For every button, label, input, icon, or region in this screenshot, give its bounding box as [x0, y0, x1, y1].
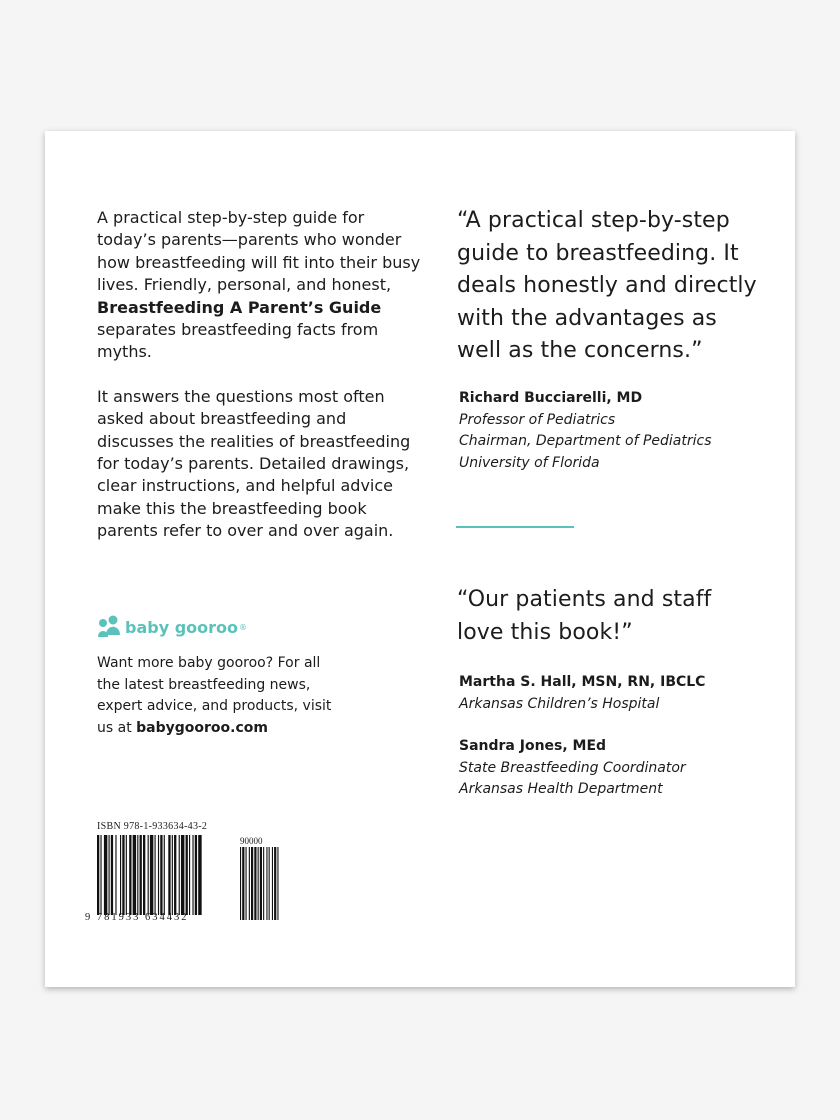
price-code: 90000 — [240, 836, 263, 846]
barcode — [85, 821, 297, 931]
brand-name: baby gooroo — [125, 617, 239, 637]
attribution-affiliation: University of Florida — [459, 454, 600, 471]
attribution-title: State Breastfeeding Coordinator — [459, 759, 686, 776]
promo-text: Want more baby gooroo? For all the latest breastfeeding news, expert advice, and products, visit us at babygooroo.com — [97, 655, 332, 736]
attribution-name: Sandra Jones, MEd — [459, 738, 607, 754]
website-link: babygooroo.com — [136, 719, 268, 736]
baby-gooroo-logo-icon — [97, 615, 121, 639]
attribution-title: Chairman, Department of Pediatrics — [459, 433, 712, 449]
description-paragraph-2: It answers the questions most often asked about breastfeeding and discusses the realities of breastfeeding for today’s parents. Detailed drawings, clear instructions, and helpful advice make this the breastfeeding book parents refer to over and over again. — [97, 386, 411, 541]
description-paragraph-1: A practical step-by-step guide for today’s parents—parents who wonder how breastfeeding will fit into their busy lives. Friendly, personal, and honest, Breastfeeding A Parent’s Guide separates breastfeeding facts from myths. — [97, 208, 421, 362]
attribution-3 — [459, 736, 686, 801]
testimonial-quote-1: “A practical step-by-step guide to breastfeeding. It deals honestly and directly with the advantages as well as the concerns.” — [457, 208, 757, 363]
testimonial-quote-2: “Our patients and staff love this book!” — [457, 587, 712, 645]
attribution-affiliation: Arkansas Health Department — [459, 781, 663, 797]
attribution-1 — [459, 388, 712, 474]
attribution-2 — [459, 672, 705, 715]
divider-line — [456, 526, 574, 528]
book-title: Breastfeeding A Parent’s Guide — [97, 297, 382, 317]
barcode-bars — [97, 823, 297, 923]
registered-mark: ® — [239, 622, 248, 632]
brand-logo — [97, 615, 247, 639]
attribution-name: Martha S. Hall, MSN, RN, IBCLC — [459, 674, 706, 690]
attribution-title: Professor of Pediatrics — [459, 411, 616, 428]
attribution-name: Richard Bucciarelli, MD — [459, 390, 643, 406]
attribution-affiliation: Arkansas Children’s Hospital — [459, 695, 660, 712]
isbn-label: ISBN 978-1-933634-43-2 — [97, 821, 208, 832]
back-cover — [45, 131, 795, 987]
description — [97, 207, 427, 565]
barcode-digits: 9 781933 634432 — [85, 912, 189, 923]
